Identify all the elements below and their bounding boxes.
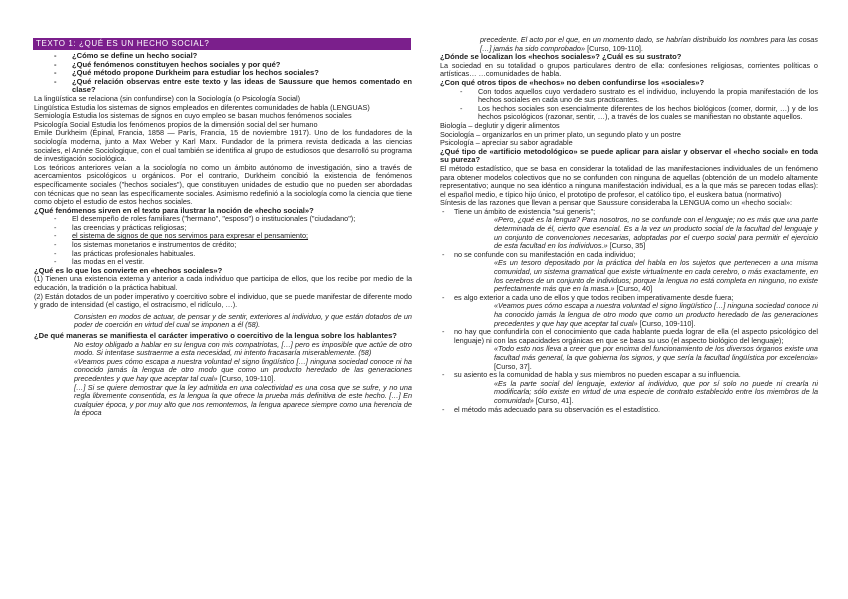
- quote: [454, 345, 818, 371]
- list-item: - los sistemas monetarios e instrumentos de crédito;: [34, 241, 412, 250]
- quote: [454, 302, 818, 328]
- reason-text: - no hay que confundirla con el conocimiento que cada hablante pueda lograr de ella (el aspecto psicológico del lenguaje) ni con las capacidades orgánicas en que se basa su uso (el aspecto biológico del lenguaje);: [454, 327, 818, 345]
- quote-reference: [Curso, 37].: [494, 361, 532, 371]
- reason-text: - es algo exterior a cada uno de ellos y que todos reciben imperativamente desde fuera;: [454, 292, 734, 302]
- paragraph: La sociedad en su totalidad o grupos particulares dentro de ella: confesiones religiosas, corrientes políticas o artísticas… …comunidades de habla.: [440, 60, 818, 79]
- question-item: - ¿Qué relación observas entre este texto y las ideas de Saussure que hemos comentado en clase?: [34, 78, 412, 95]
- list-item: - el sistema de signos de que nos servimos para expresar el pensamiento;: [34, 232, 412, 241]
- quote: No estoy obligado a hablar en su lengua con mis compatriotas, […] pero es imposible que actúe de otro modo. Si intentase sustraerme a esta necesidad, mi intento fracasaría miserablemente. (58): [74, 339, 412, 358]
- list-item: - las modas en el vestir.: [34, 258, 412, 267]
- quote: Consisten en modos de actuar, de pensar y de sentir, exteriores al individuo, y que están dotados de un poder de coerción en virtud del cual se imponen a él (58).: [74, 311, 412, 330]
- quote: […] Si se quiere demostrar que la ley admitida en una colectividad es una cosa que se sufre, y no una regla libremente consentida, es la lengua la que ofrece la prueba más definitiva de este hecho. […] En cualquier época, y por muy alto que nos remontemos, la lengua aparece siempre como una herencia de la época: [74, 382, 412, 418]
- reasons-list: [440, 208, 818, 414]
- right-column: [440, 36, 818, 414]
- example-line: Psicología – apreciar su sabor agradable: [440, 138, 573, 148]
- paragraph: Los teóricos anteriores veían a la sociología no como un ámbito autónomo de investigación, sino a través de acercamientos psicológicos u orgánicos. Por el contrario, Durkheim concibió la existencia de fenómenos específicamente sociales ("hechos sociales"), que constituyen unidades de estudio que no pueden ser abordadas con técnicas que no sean las específicamente sociales. Asimismo redefinió a la sociología como la ciencia que tiene como objeto el estudio de estos hechos sociales.: [34, 162, 412, 207]
- quote: [34, 358, 412, 384]
- example-line: Biología – deglutir y digerir alimentos: [440, 120, 560, 130]
- list-item: - las creencias y prácticas religiosas;: [34, 224, 412, 233]
- quote-reference: [Curso, 40]: [614, 284, 653, 294]
- question-item: - ¿Qué fenómenos constituyen hechos sociales y por qué?: [34, 61, 412, 70]
- distinction-list: [440, 88, 818, 122]
- quote-continuation: [440, 36, 818, 53]
- question-item: - ¿Cómo se define un hecho social?: [34, 52, 412, 61]
- quote-text: precedente. El acto por el que, en un momento dado, se habrían distribuido los nombres para las cosas […] jamás ha sido comprobado»: [480, 36, 818, 53]
- quote-text: «Veamos pues cómo escapa a nuestra voluntad el signo lingüístico […] ninguna sociedad conoce ni ha conocido jamás la lengua de otro modo que como un producto heredado de las generaciones precedentes y que hay que aceptar tal cual»: [74, 356, 412, 383]
- section-heading: ¿Qué es lo que los convierte en «hechos sociales»?: [34, 265, 223, 275]
- paragraph: Síntesis de las razones que llevan a pensar que Saussure consideraba la LENGUA como un «hecho social»:: [440, 198, 793, 208]
- paragraph: (2) Están dotados de un poder imperativo y coercitivo sobre el individuo, que se puede manifestar de diferente modo y grado de intensidad (el castigo, el ostracismo, el ridículo, …).: [34, 291, 412, 310]
- paragraph: El método estadístico, que se basa en considerar la totalidad de las manifestaciones individuales de un fenómeno para obtener modelos colectivos que no se confunden con ninguna de aquellas (obtención de un modelo altamente representativo; aunque no sea idéntico a ninguna manifestación individual, es a la que más se parecen todas ellas): el español medio, e típico hijo único, el prototipo de profesor, el católico tipo, el euskera batua (normativo): [440, 163, 818, 199]
- list-item: - El desempeño de roles familiares ("hermano", "esposo") o institucionales ("ciudadano");: [34, 215, 412, 224]
- list-item: - las prácticas profesionales habituales.: [34, 250, 412, 259]
- section-heading: ¿De qué maneras se manifiesta el carácter imperativo o coercitivo de la lengua sobre los hablantes?: [34, 331, 397, 340]
- reason-text: - Tiene un ámbito de existencia "sui generis";: [454, 206, 596, 216]
- quote: [454, 259, 818, 293]
- question-item: - ¿Qué método propone Durkheim para estudiar los hechos sociales?: [34, 69, 412, 78]
- quote-text: «Todo esto nos lleva a creer que por encima del funcionamiento de los diversos órganos existe una facultad más general, la que gobierna los signos, y que sería la facultad lingüística por excelencia»: [494, 344, 818, 362]
- intro-questions: [34, 52, 412, 95]
- quote-reference: [Curso, 109-110].: [217, 373, 276, 383]
- quote-reference: [Curso, 41].: [533, 395, 574, 405]
- list-item: - Los hechos sociales son esencialmente diferentes de los hechos biológicos (comer, dormir, …) y de los hechos psicológicos (razonar, sentir, …), a través de los cuales se manifiestan no obstante aquellos.: [440, 105, 818, 122]
- quote-reference: [Curso, 109-110].: [585, 43, 643, 53]
- reason-item: [440, 328, 818, 371]
- quote: [454, 216, 818, 250]
- list-item: - Con todos aquellos cuyo verdadero sustrato es el individuo, incluyendo la propia manifestación de los hechos sociales en cada uno de sus practicantes.: [440, 88, 818, 105]
- paragraph: La lingüística se relaciona (sin confundirse) con la Sociología (o Psicología Social): [34, 93, 301, 103]
- quote-reference: [Curso, 35]: [607, 241, 646, 251]
- quote-reference: [Curso, 109-110].: [637, 318, 696, 328]
- section-heading: ¿Qué tipo de «artificio metodológico» se puede aplicar para aislar y observar el «hecho social» en toda su pureza?: [440, 146, 818, 165]
- reason-text: - no se confunde con su manifestación en cada individuo;: [454, 249, 636, 259]
- reason-item: [440, 371, 818, 405]
- phenomena-list: [34, 215, 412, 267]
- quote-text: «Pero, ¿qué es la lengua? Para nosotros, no se confunde con el lenguaje; no es más que una parte determinada de él, cierto que esencial. Es a la vez un producto social de la facultad del lenguaje y un conjunto de convenciones necesarias, adoptadas por el cuerpo social para permitir el ejercicio de esta facultad en los individuos.»: [494, 215, 818, 251]
- section-banner: TEXTO 1: ¿QUÉ ES UN HECHO SOCIAL?: [33, 38, 411, 50]
- reason-text: - el método más adecuado para su observación es el estadístico.: [454, 404, 661, 414]
- quote-text: «Veamos pues cómo escapa a nuestra voluntad el signo lingüístico […] ninguna sociedad conoce ni ha conocido jamás la lengua de otro modo que como un producto heredado de las generaciones precedentes y que hay que aceptar tal cual»: [494, 301, 818, 328]
- reason-item: [440, 251, 818, 294]
- quote-text: «Es un tesoro depositado por la práctica del habla en los sujetos que pertenecen a una misma comunidad, un sistema gramatical que existe virtualmente en cada cerebro, o más exactamente, en los cerebros de un conjunto de individuos; porque la lengua no está completa en ninguno, no existe perfectamente más que en la masa.»: [494, 258, 818, 294]
- section-heading: ¿Dónde se localizan los «hechos sociales»? ¿Cuál es su sustrato?: [440, 52, 682, 62]
- section-heading: ¿Con qué otros tipos de «hechos» no deben confundirse los «sociales»?: [440, 77, 705, 87]
- paragraph: Semiología Estudia los sistemas de signos en cuyo empleo se basan muchos fenómenos sociales: [34, 111, 352, 121]
- paragraph: Lingüística Estudia los sistemas de signos empleados en diferentes comunidades de habla (LENGUAS): [34, 102, 370, 112]
- paragraph: Emile Durkheim (Épinal, Francia, 1858 — París, Francia, 15 de noviembre 1917). Uno de los fundadores de la sociología moderna, junto a Max Weber y Karl Marx. Fundador de la primera revista dedicada a las ciencias sociales, el Année Sociologique, con el cual también se identifica al grupo de estudiosos que desarrolló su programa de investigación sociológica.: [34, 128, 412, 164]
- paragraph: (1) Tienen una existencia externa y anterior a cada individuo que participa de ellos, que los recibe por medio de la educación, la tradición o la práctica habitual.: [34, 274, 412, 293]
- reason-item: [440, 406, 818, 415]
- section-heading: ¿Qué fenómenos sirven en el texto para ilustrar la noción de «hecho social»?: [34, 205, 314, 215]
- left-column: [34, 34, 412, 418]
- reason-item: [440, 294, 818, 328]
- reason-item: [440, 208, 818, 251]
- paragraph: Psicología Social Estudia los fenómenos propios de la dimensión social del ser humano: [34, 119, 318, 129]
- quote-text: «Es la parte social del lenguaje, exterior al individuo, que por sí solo no puede ni crearla ni modificarla; sólo existe en virtud de una especie de contrato establecido entre los miembros de la comunidad»: [494, 378, 818, 405]
- reason-text: - su asiento es la comunidad de habla y sus miembros no pueden escapar a su influencia.: [454, 370, 741, 380]
- quote: [454, 380, 818, 406]
- example-line: Sociología – organizarlos en un primer plato, un segundo plato y un postre: [440, 129, 681, 139]
